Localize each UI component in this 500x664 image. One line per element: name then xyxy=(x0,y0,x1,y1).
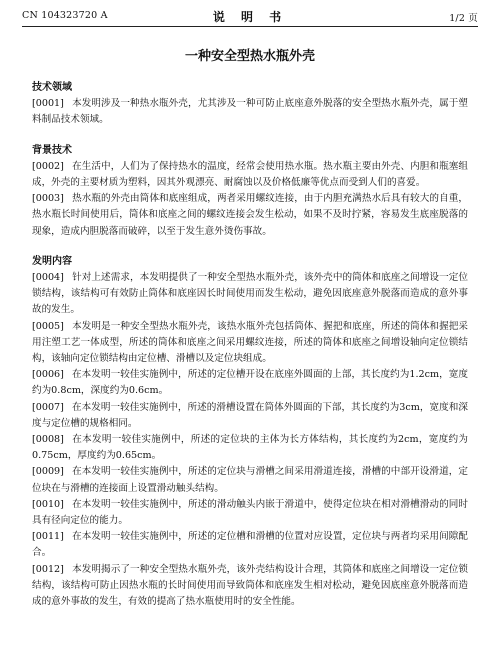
paragraph-text: 在本发明一较佳实施例中，所述的定位块与滑槽之间采用滑道连接，滑槽的中部开设滑道，定位块在与滑槽的连接面上设置滑动触头结构。 xyxy=(32,466,468,494)
paragraph-number: [0002] xyxy=(32,160,64,172)
paragraph-0005 xyxy=(32,319,468,368)
paragraph-text: 在本发明一较佳实施例中，所述的定位槽和滑槽的位置对应设置，定位块与两者均采用间隙配合。 xyxy=(32,531,468,559)
document-title: 一种安全型热水瓶外壳 xyxy=(184,49,315,64)
header-title: 说 明 书 xyxy=(212,10,288,24)
header-rule xyxy=(22,26,478,27)
paragraph-number: [0006] xyxy=(32,369,64,381)
paragraph-text: 在本发明一较佳实施例中，所述的滑槽设置在筒体外圆面的下部，其长度约为3cm，宽度和深度与定位槽的规格相同。 xyxy=(32,401,468,429)
paragraph-0004 xyxy=(32,270,468,319)
paragraph-text: 在本发明一较佳实施例中，所述的滑动触头内嵌于滑道中，使得定位块在相对滑槽滑动的同时具有径向定位的能力。 xyxy=(32,498,468,527)
paragraph-number: [0009] xyxy=(32,466,64,478)
paragraph-number: [0003] xyxy=(32,193,64,205)
paragraph-0011 xyxy=(32,529,468,561)
section-heading-tech-field: 技术领域 xyxy=(32,82,72,93)
section-heading-background: 背景技术 xyxy=(32,144,72,156)
paragraph-number: [0010] xyxy=(32,498,64,510)
paragraph-text: 本发明是一种安全型热水瓶外壳，该热水瓶外壳包括筒体、握把和底座，所述的筒体和握把采用注塑工艺一体成型，所述的筒体和底座之间采用螺纹连接，所述的筒体和底座之间增设轴向定位锁结构，该轴向定位锁结构由定位槽、滑槽以及定位块组成。 xyxy=(32,320,468,365)
paragraph-text: 在本发明一较佳实施例中，所述的定位槽开设在底座外圆面的上部，其长度约为1.2cm，宽度约为0.8cm，深度约为0.6cm。 xyxy=(32,369,468,397)
paragraph-number: [0007] xyxy=(32,401,64,413)
paragraph-0002 xyxy=(32,159,468,191)
paragraph-0010 xyxy=(32,497,468,529)
paragraph-0003 xyxy=(32,191,468,240)
paragraph-text: 针对上述需求，本发明提供了一种安全型热水瓶外壳，该外壳中的筒体和底座之间增设一定位锁结构，该结构可有效防止筒体和底座因长时间使用而发生松动，避免因底座意外脱落而造成的意外事故的发生。 xyxy=(32,272,468,316)
document-body xyxy=(32,80,468,610)
paragraph-text: 热水瓶的外壳由筒体和底座组成，两者采用螺纹连接，由于内胆充满热水后具有较大的自重，热水瓶长时间使用后，筒体和底座之间的螺纹连接会发生松动，如果不及时拧紧，容易发生底座脱落的现象，造成内胆脱落而破碎，以至于发生意外烫伤事故。 xyxy=(32,193,468,237)
paragraph-text: 在生活中，人们为了保持热水的温度，经常会使用热水瓶。热水瓶主要由外壳、内胆和瓶塞组成，外壳的主要材质为塑料，因其外观漂亮、耐腐蚀以及价格低廉等优点而受到人们的喜爱。 xyxy=(32,160,468,189)
paragraph-0006 xyxy=(32,367,468,399)
paragraph-0012 xyxy=(32,562,468,611)
paragraph-text: 本发明揭示了一种安全型热水瓶外壳，该外壳结构设计合理，其筒体和底座之间增设一定位锁结构，该结构可防止因热水瓶的长时间使用而导致筒体和底座发生相对松动，避免因底座意外脱落而造成的意外事故的发生，有效的提高了热水瓶使用时的安全性能。 xyxy=(32,563,468,608)
paragraph-0007 xyxy=(32,400,468,432)
paragraph-number: [0008] xyxy=(32,434,64,446)
paragraph-0008 xyxy=(32,432,468,464)
paragraph-text: 本发明涉及一种热水瓶外壳，尤其涉及一种可防止底座意外脱落的安全型热水瓶外壳，属于塑料制品技术领域。 xyxy=(32,98,468,126)
paragraph-0009 xyxy=(32,464,468,496)
paragraph-number: [0012] xyxy=(32,563,64,575)
paragraph-number: [0004] xyxy=(32,272,64,284)
section-heading-summary: 发明内容 xyxy=(32,255,72,267)
paragraph-number: [0005] xyxy=(32,320,64,332)
paragraph-number: [0001] xyxy=(32,98,64,110)
paragraph-number: [0011] xyxy=(32,531,64,543)
paragraph-text: 在本发明一较佳实施例中，所述的定位块的主体为长方体结构，其长度约为2cm，宽度约为0.75cm，厚度约为0.65cm。 xyxy=(32,434,468,462)
page-number: 1/2 页 xyxy=(449,13,478,24)
doc-number: CN 104323720 A xyxy=(22,10,108,21)
paragraph-0001 xyxy=(32,96,468,128)
